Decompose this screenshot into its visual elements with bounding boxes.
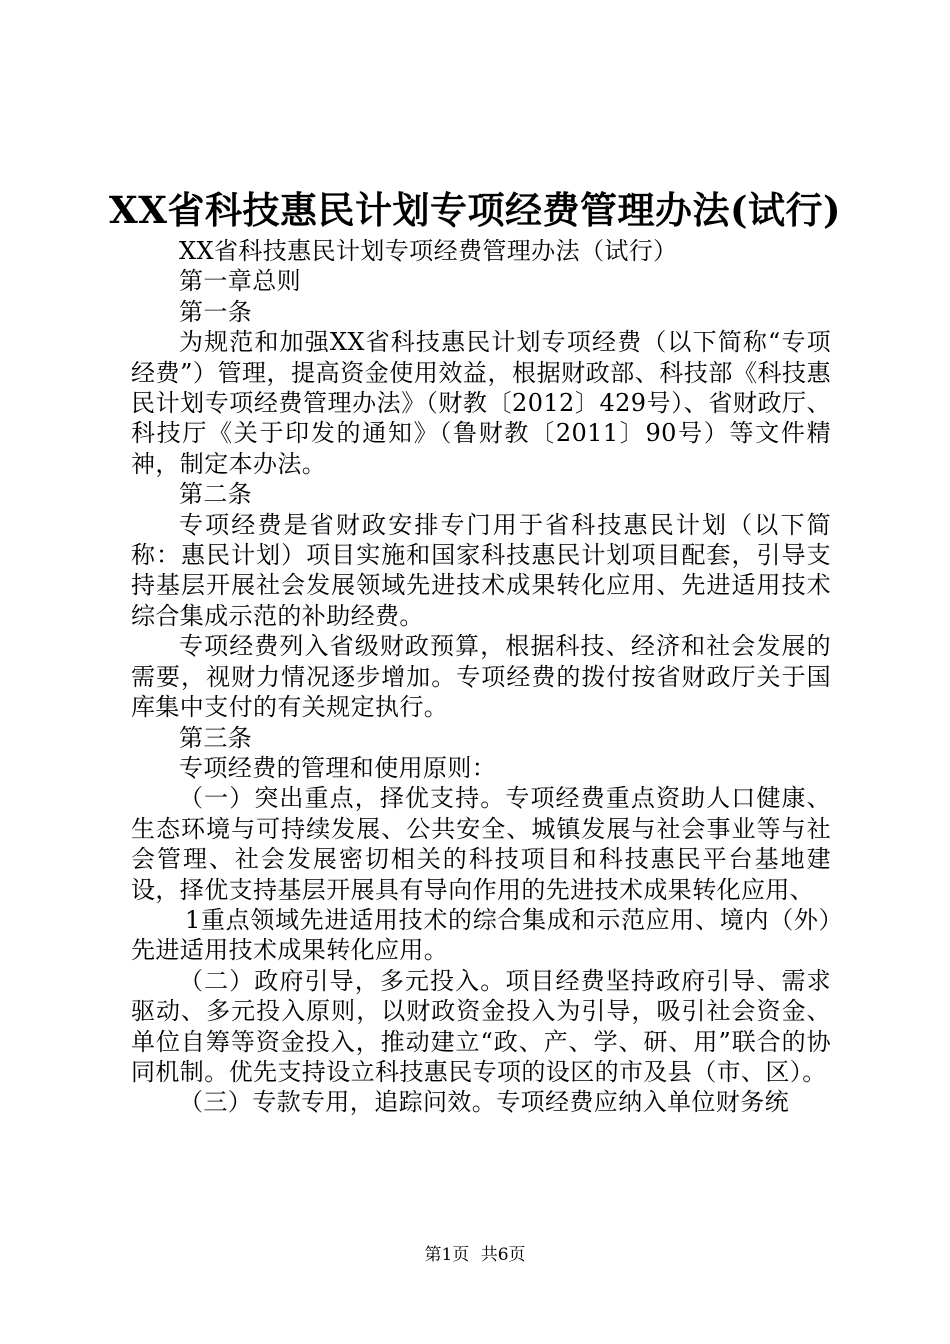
- paragraph: 1重点领域先进适用技术的综合集成和示范应用、境内（外）先进适用技术成果转化应用。: [131, 905, 831, 965]
- paragraph: （一）突出重点，择优支持。专项经费重点资助人口健康、生态环境与可持续发展、公共安全、城镇发展与社会事业等与社会管理、社会发展密切相关的科技项目和科技惠民平台基地建设，择优支持基层开展具有导向作用的先进技术成果转化应用、: [131, 784, 831, 904]
- document-title: XX省科技惠民计划专项经费管理办法(试行): [109, 188, 841, 232]
- article-heading: 第三条: [179, 723, 253, 752]
- chapter-heading: 第一章总则: [179, 267, 301, 296]
- paragraph: （二）政府引导，多元投入。项目经费坚持政府引导、需求驱动、多元投入原则，以财政资金投入为引导，吸引社会资金、单位自筹等资金投入，推动建立“政、产、学、研、用”联合的协同机制。优先支持设立科技惠民专项的设区的市及县（市、区）。: [131, 966, 831, 1086]
- paragraph: XX省科技惠民计划专项经费管理办法（试行）: [179, 237, 678, 265]
- page-number-total: 共6页: [480, 1245, 526, 1265]
- paragraph: （三）专款专用，追踪问效。专项经费应纳入单位财务统: [179, 1088, 789, 1117]
- page-number-current: 第1页: [424, 1245, 470, 1265]
- document-body: [131, 236, 831, 1118]
- paragraph: 专项经费列入省级财政预算，根据科技、经济和社会发展的需要，视财力情况逐步增加。专项经费的拨付按省财政厅关于国库集中支付的有关规定执行。: [131, 632, 831, 722]
- paragraph: 专项经费是省财政安排专门用于省科技惠民计划（以下简称：惠民计划）项目实施和国家科技惠民计划项目配套，引导支持基层开展社会发展领域先进技术成果转化应用、先进适用技术综合集成示范的补助经费。: [131, 510, 831, 630]
- paragraph: 专项经费的管理和使用原则：: [179, 753, 497, 782]
- page-footer: [0, 1244, 950, 1266]
- article-heading: 第一条: [179, 297, 253, 326]
- article-heading: 第二条: [179, 480, 253, 509]
- paragraph: 为规范和加强XX省科技惠民计划专项经费（以下简称“专项经费”）管理，提高资金使用效益，根据财政部、科技部《科技惠民计划专项经费管理办法》（财教〔2012〕429号）、省财政厅、科技厅《关于印发的通知》（鲁财教〔2011〕90号）等文件精神，制定本办法。: [131, 328, 831, 478]
